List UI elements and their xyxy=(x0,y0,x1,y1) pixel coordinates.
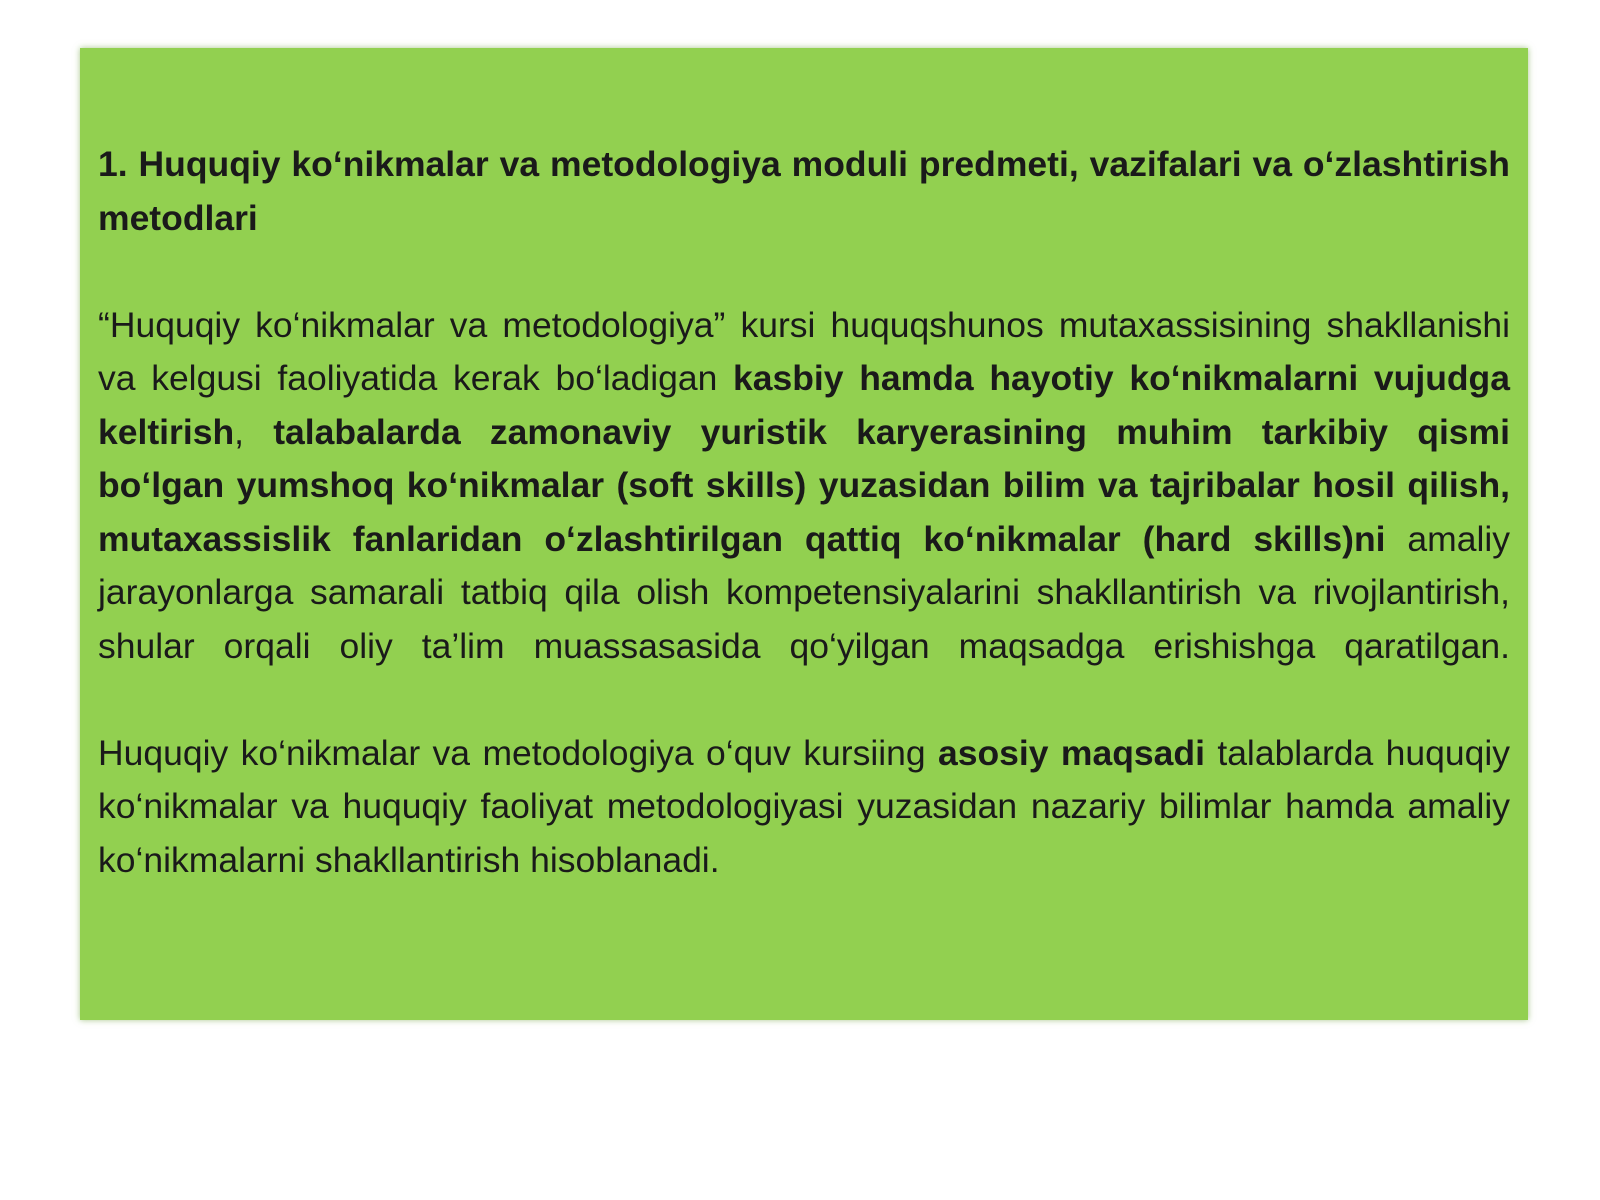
paragraph-1-bold-a: kasbiy hamda hayotiy ko‘nikmalarni vujudga keltirish xyxy=(98,358,1510,452)
paragraph-1-text-b: , xyxy=(234,411,274,452)
paragraph-2-text-a: Huquqiy ko‘nikmalar va metodologiya o‘quv kursiing xyxy=(98,732,938,773)
paragraph-1-text-a: “Huquqiy ko‘nikmalar va metodologiya” kursi huquqshunos mutaxassisining shakllanishi va kelgusi faoliyatida kerak bo‘ladigan xyxy=(98,304,1510,398)
paragraph-1-text-c: amaliy jarayonlarga samarali tatbiq qila olish kompetensiyalarini shakllantirish va rivojlantirish, shular orqali oliy ta’lim muassasasida qo‘yilgan maqsadga erishishga qaratilgan. xyxy=(98,518,1511,666)
spacer xyxy=(98,673,1510,727)
spacer xyxy=(98,245,1510,299)
slide-text xyxy=(98,138,1510,887)
paragraph-2 xyxy=(98,727,1510,888)
paragraph-1-bold-b: talabalarda zamonaviy yuristik karyerasining muhim tarkibiy qismi bo‘lgan yumshoq ko‘nikmalar (soft skills) yuzasidan bilim va tajribalar hosil qilish, mutaxassislik fanlaridan o‘zlashtirilgan qattiq ko‘nikmalar (hard skills)ni xyxy=(98,411,1510,559)
slide-heading: 1. Huquqiy ko‘nikmalar va metodologiya moduli predmeti, vazifalari va o‘zlashtirish metodlari xyxy=(98,144,1510,238)
paragraph-1 xyxy=(98,299,1510,674)
paragraph-2-text-b: talablarda huquqiy ko‘nikmalar va huquqiy faoliyat metodologiyasi yuzasidan nazariy bilimlar hamda amaliy ko‘nikmalarni shakllantirish hisoblanadi. xyxy=(98,732,1510,880)
paragraph-2-bold-a: asosiy maqsadi xyxy=(937,732,1205,773)
slide-content-box xyxy=(80,48,1528,1020)
